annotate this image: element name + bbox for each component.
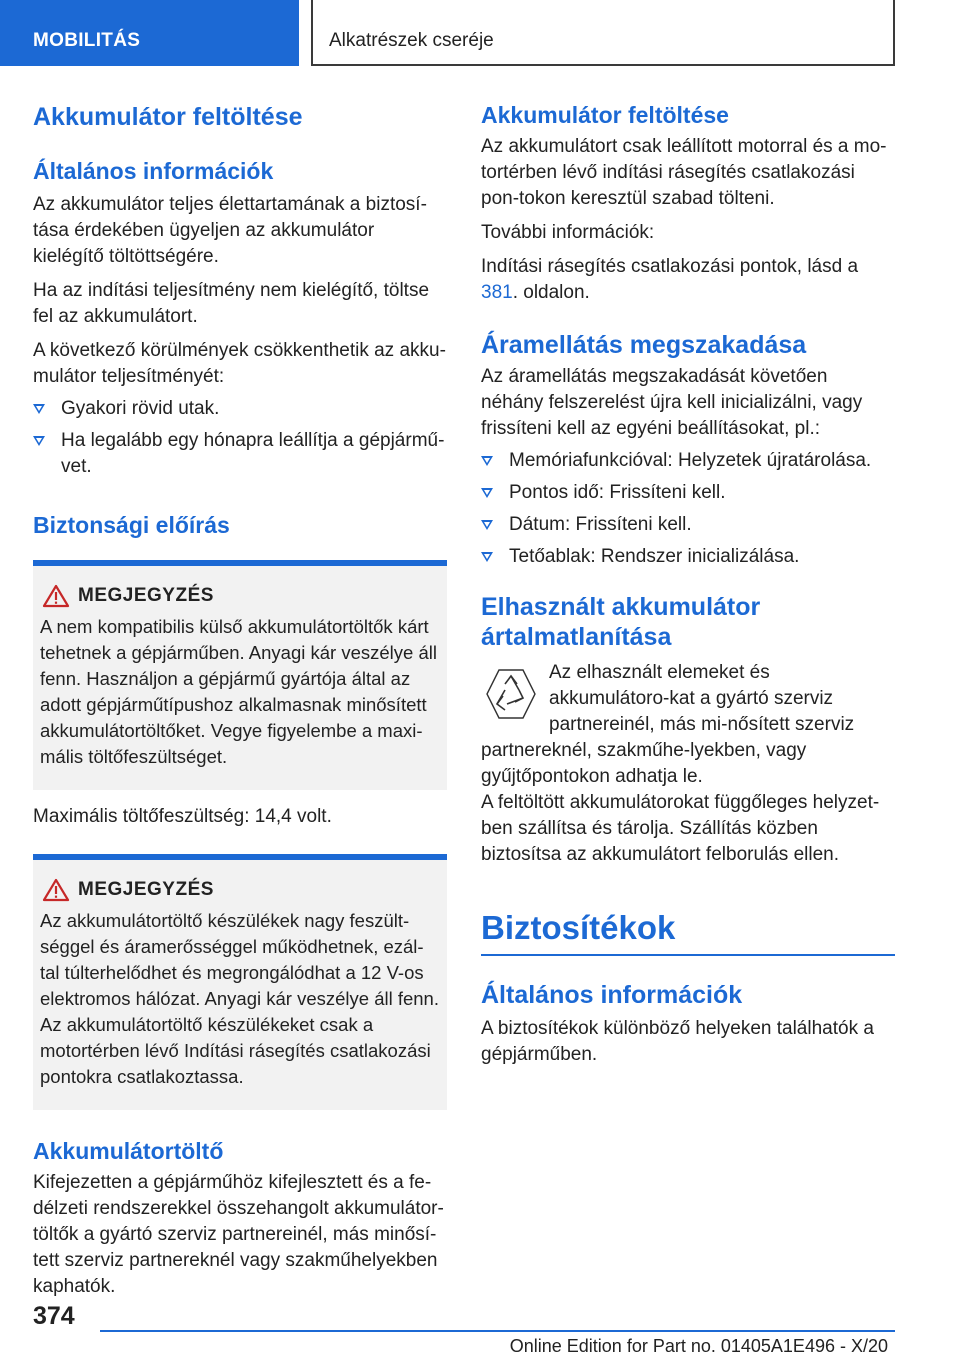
page-footer [0, 1296, 960, 1362]
paragraph: Indítási rásegítés csatlakozási pontok, lásd a 381. oldalon. [481, 256, 859, 303]
page-header [0, 0, 960, 66]
paragraph: Ha az indítási teljesítmény nem kielégítő, töltse fel az akkumulátort. [33, 280, 430, 327]
disposal-block [481, 660, 895, 790]
paragraph: Az elhasznált elemeket és akkumulátoro-kat a gyártó szerviz partnereinél, más mi-nősített szerviz partnereknél, szakműhe-lyekben, vagy gyűjtőpontokon adhatja le. [481, 662, 855, 787]
section-tab: MOBILITÁS [0, 0, 299, 66]
notice-text: Az akkumulátortöltő készülékek nagy feszült-séggel és áramerősséggel működhetnek, ezál-tal túlterhelődhet és megrongálódhat a 12 V-os elektromos hálózat. Anyagi kár veszélye áll fenn. Az akkumulátortöltő készülékeket csak a motortérben lévő Indítási rásegítés csatlakozási pontokra csatlakoztassa. [40, 910, 439, 1087]
paragraph: A következő körülmények csökkenthetik az akku-mulátor teljesítményét: [33, 340, 446, 387]
edition-text: Online Edition for Part no. 01405A1E496 - X/20 [509, 1336, 888, 1356]
paragraph: A biztosítékok különböző helyeken találhatók a gépjárműben. [481, 1018, 874, 1065]
heading-safety: Biztonsági előírás [33, 512, 230, 538]
paragraph: Kifejezetten a gépjárműhöz kifejlesztett és a fe-délzeti rendszerekkel összehangolt akkumulátor-töltők a gyártó szerviz partnereinél, más minősí-tett szerviz partnereknél vagy szakműhelyekben kaphatók. [33, 1172, 444, 1297]
paragraph: További információk: [481, 222, 655, 243]
bullet-list [481, 448, 895, 570]
max-voltage-text: Maximális töltőfeszültség: 14,4 volt. [33, 806, 332, 827]
notice-title: MEGJEGYZÉS [78, 879, 214, 900]
warning-triangle-icon [42, 878, 70, 902]
bullet-list [33, 396, 447, 480]
list-item: Dátum: Frissíteni kell. [481, 512, 895, 538]
list-item: Tetőablak: Rendszer inicializálása. [481, 544, 895, 570]
notice-title: MEGJEGYZÉS [78, 585, 214, 606]
heading-power-interruption: Áramellátás megszakadása [481, 331, 807, 359]
list-item: Memóriafunkcióval: Helyzetek újratárolása. [481, 448, 895, 474]
section-divider [481, 954, 895, 956]
heading-battery-charging: Akkumulátor feltöltése [33, 103, 303, 131]
list-item: Ha legalább egy hónapra leállítja a gépjármű-vet. [33, 428, 447, 480]
right-column [481, 100, 895, 1068]
chapter-title: Alkatrészek cseréje [311, 0, 895, 66]
warning-triangle-icon [42, 584, 70, 608]
paragraph: Az akkumulátort csak leállított motorral és a mo-tortérben lévő indítási rásegítés csatlakozási pon-tokon keresztül szabad tölteni. [481, 136, 887, 209]
heading-battery-disposal: Elhasznált akkumulátor ártalmatlanítása [481, 593, 761, 651]
heading-battery-charging: Akkumulátor feltöltése [481, 102, 729, 128]
heading-general-info: Általános információk [33, 158, 274, 184]
triangle-bullet-icon [33, 436, 45, 446]
left-column [33, 100, 447, 1300]
list-item: Pontos idő: Frissíteni kell. [481, 480, 895, 506]
heading-fuses: Biztosítékok [481, 909, 676, 946]
paragraph: Az akkumulátor teljes élettartamának a biztosí-tása érdekében ügyeljen az akkumulátor kielégítő töltöttségére. [33, 194, 427, 267]
page-link[interactable]: 381 [481, 282, 513, 303]
heading-general-info: Általános információk [481, 981, 743, 1009]
triangle-bullet-icon [481, 456, 493, 466]
triangle-bullet-icon [481, 552, 493, 562]
triangle-bullet-icon [481, 488, 493, 498]
triangle-bullet-icon [481, 520, 493, 530]
heading-battery-charger: Akkumulátortöltő [33, 1138, 224, 1164]
notice-box [33, 854, 447, 1110]
recycling-icon [483, 666, 539, 722]
page-number: 374 [33, 1302, 75, 1330]
notice-box [33, 560, 447, 790]
triangle-bullet-icon [33, 404, 45, 414]
paragraph: Az áramellátás megszakadását követően néhány felszerelést újra kell inicializálni, vagy frissíteni kell az egyéni beállításokat, pl.: [481, 366, 863, 439]
list-item: Gyakori rövid utak. [33, 396, 447, 422]
paragraph: A feltöltött akkumulátorokat függőleges helyzet-ben szállítsa és tárolja. Szállítás közben biztosítsa az akkumulátort felborulás ellen. [481, 792, 880, 865]
notice-text: A nem kompatibilis külső akkumulátortöltők kárt tehetnek a gépjárműben. Anyagi kár veszélye áll fenn. Használjon a gépjármű gyártója által az adott gépjárműtípushoz alkalmasnak minősített akkumulátortöltőket. Vegye figyelembe a maxi-mális töltőfeszültséget. [40, 616, 437, 767]
footer-rule [100, 1330, 895, 1332]
